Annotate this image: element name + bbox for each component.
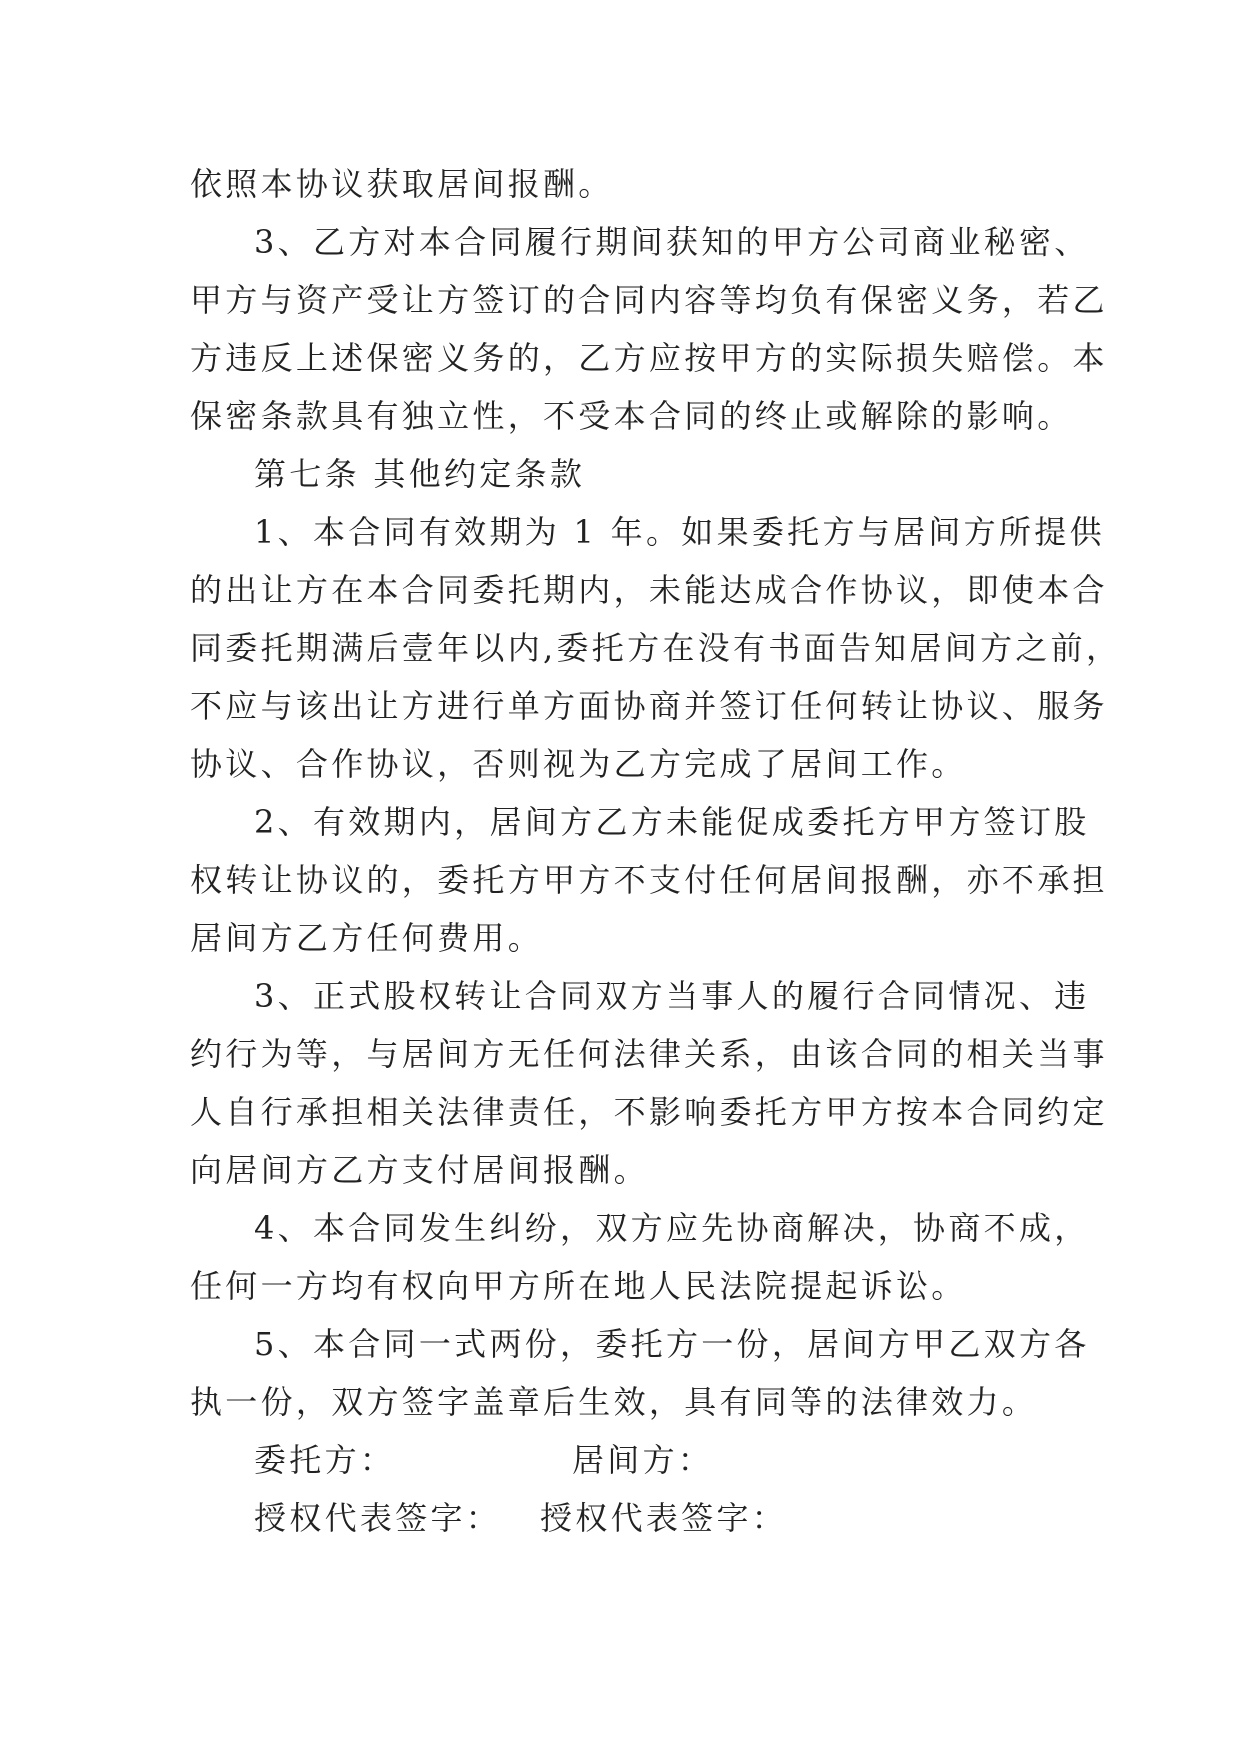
line-1: 依照本协议获取居间报酬。	[190, 165, 614, 203]
article-7-item-5-line-2: 执一份，双方签字盖章后生效，具有同等的法律效力。	[190, 1383, 1038, 1421]
article-7-item-1-line-1: 1、本合同有效期为 1 年。如果委托方与居间方所提供	[254, 513, 1105, 551]
clause-3-confidentiality-line-2: 甲方与资产受让方签订的合同内容等均负有保密义务，若乙	[190, 281, 1108, 319]
contract-body	[190, 155, 1122, 1547]
article-7-item-5-line-1: 5、本合同一式两份，委托方一份，居间方甲乙双方各	[254, 1325, 1090, 1363]
signature-representatives-row	[190, 1489, 1050, 1547]
article-7-item-3-line-4: 向居间方乙方支付居间报酬。	[190, 1151, 649, 1189]
clause-3-confidentiality-line-4: 保密条款具有独立性，不受本合同的终止或解除的影响。	[190, 397, 1073, 435]
article-7-item-3-line-3: 人自行承担相关法律责任，不影响委托方甲方按本合同约定	[190, 1093, 1108, 1131]
article-7-item-2-line-2: 权转让协议的，委托方甲方不支付任何居间报酬，亦不承担	[190, 861, 1108, 899]
article-7-item-1-line-5: 协议、合作协议，否则视为乙方完成了居间工作。	[190, 745, 967, 783]
article-7-item-1-line-2: 的出让方在本合同委托期内，未能达成合作协议，即使本合	[190, 571, 1108, 609]
article-7-item-3-line-2: 约行为等，与居间方无任何法律关系，由该合同的相关当事	[190, 1035, 1108, 1073]
article-7-item-4-line-1: 4、本合同发生纠纷，双方应先协商解决，协商不成，	[254, 1209, 1090, 1247]
signature-parties-row	[190, 1431, 1050, 1489]
article-7-item-4-line-2: 任何一方均有权向甲方所在地人民法院提起诉讼。	[190, 1267, 967, 1305]
article-7-item-1-line-4: 不应与该出让方进行单方面协商并签订任何转让协议、服务	[190, 687, 1108, 725]
clause-3-confidentiality-line-3: 方违反上述保密义务的，乙方应按甲方的实际损失赔偿。本	[190, 339, 1108, 377]
intermediary-label: 居间方：	[572, 1441, 714, 1479]
client-rep-signature-label: 授权代表签字：	[254, 1499, 502, 1537]
article-7-item-2-line-3: 居间方乙方任何费用。	[190, 919, 544, 957]
article-7-item-3-line-1: 3、正式股权转让合同双方当事人的履行合同情况、违	[254, 977, 1090, 1015]
client-label: 委托方：	[254, 1441, 396, 1479]
intermediary-rep-signature-label: 授权代表签字：	[540, 1499, 788, 1537]
article-7-item-1-line-3: 同委托期满后壹年以内,委托方在没有书面告知居间方之前，	[190, 629, 1122, 667]
article-7-heading: 第七条 其他约定条款	[254, 455, 586, 493]
clause-3-confidentiality-line-1: 3、乙方对本合同履行期间获知的甲方公司商业秘密、	[254, 223, 1090, 261]
article-7-item-2-line-1: 2、有效期内，居间方乙方未能促成委托方甲方签订股	[254, 803, 1090, 841]
